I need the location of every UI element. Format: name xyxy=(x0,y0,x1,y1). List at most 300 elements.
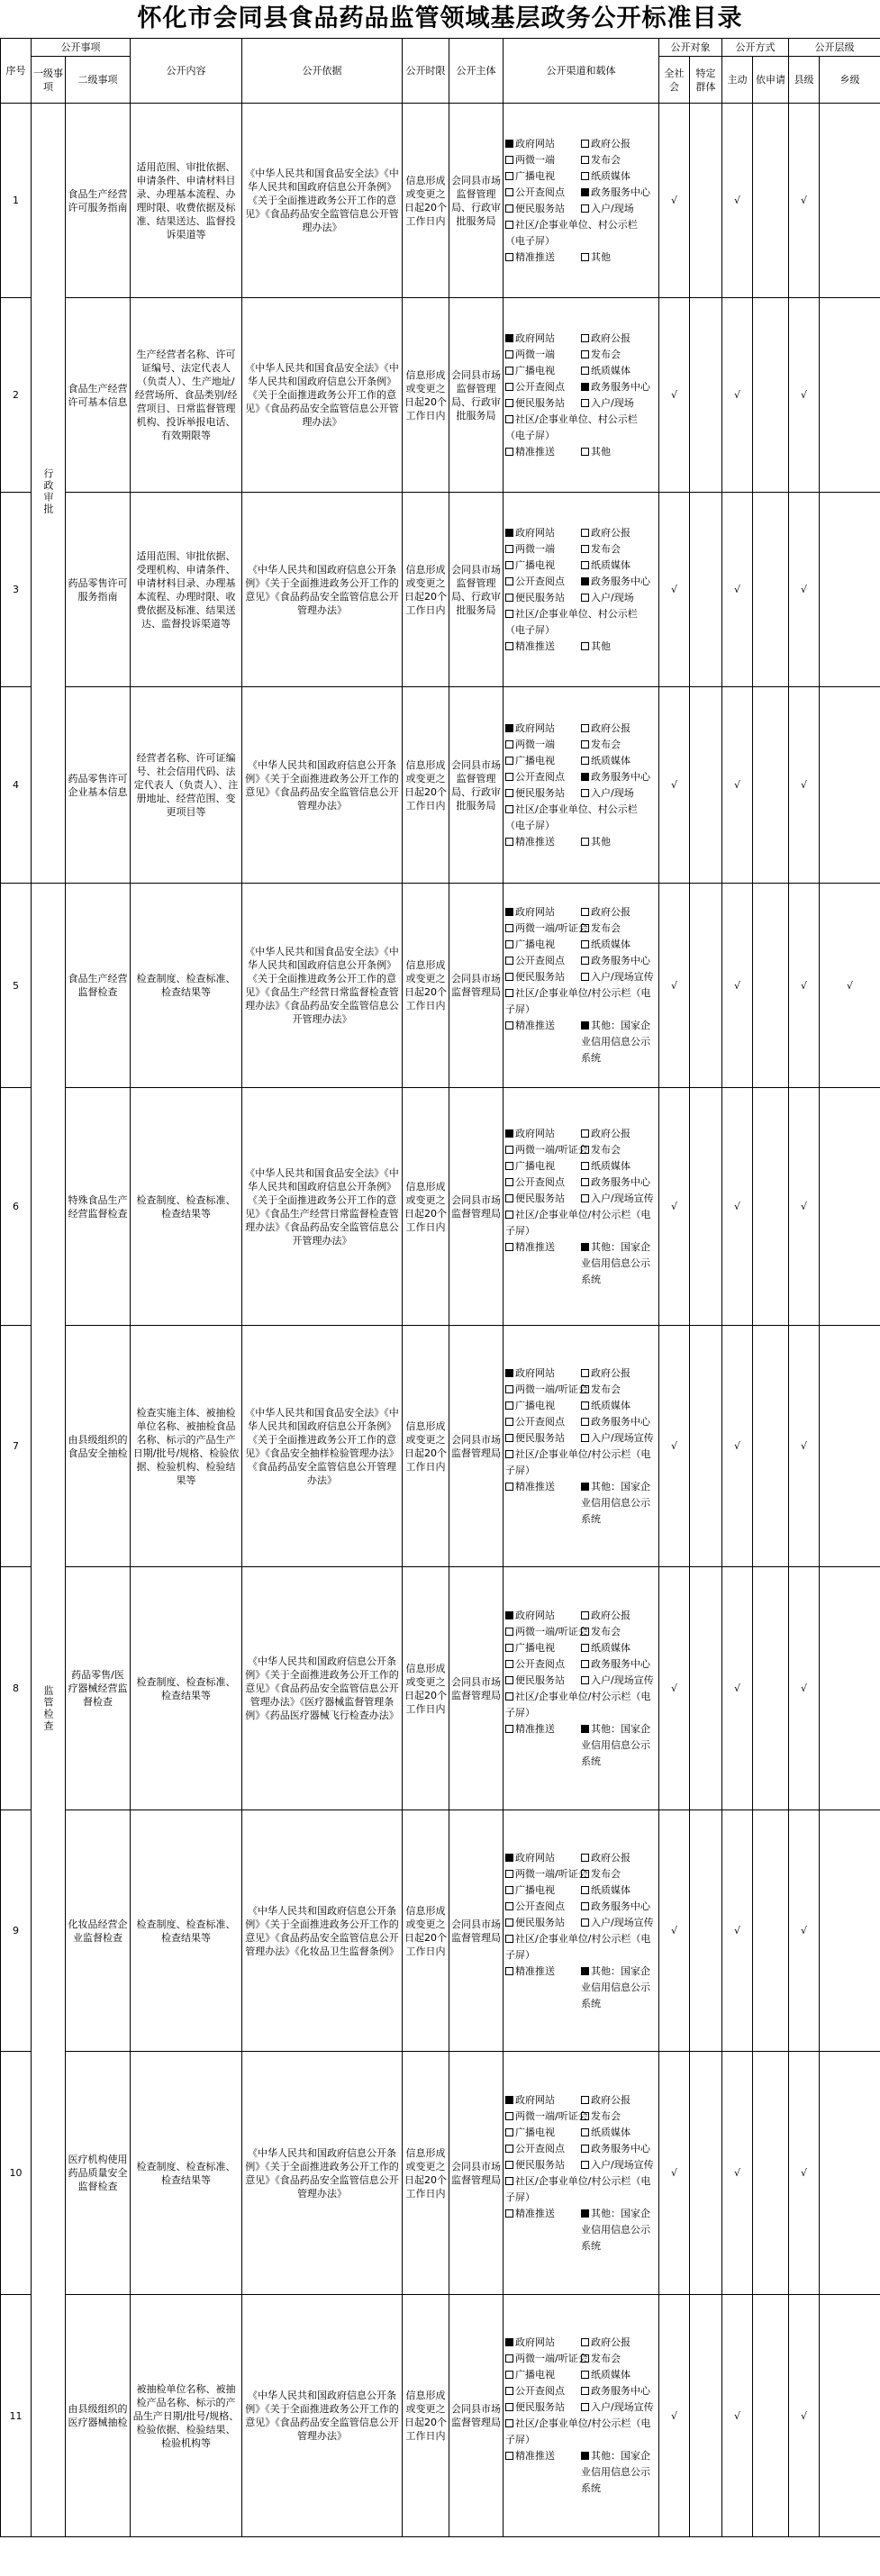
channel-label: 广播电视 xyxy=(515,558,555,571)
row-subject: 会同县市场监督管理局、行政审批服务局 xyxy=(449,687,504,884)
empty-box-icon xyxy=(581,2387,589,2395)
channel-item xyxy=(505,1239,581,1288)
channel-item xyxy=(505,785,581,802)
channel-label: 便民服务站 xyxy=(515,1916,565,1928)
empty-box-icon xyxy=(505,610,513,618)
header-content: 公开内容 xyxy=(131,39,242,104)
mark-request xyxy=(753,2052,789,2295)
channel-label: 精准推送 xyxy=(515,445,555,458)
checked-box-icon xyxy=(581,1021,589,1029)
channel-label: 入户/现场 xyxy=(591,591,634,603)
row-channels xyxy=(504,1326,659,1567)
empty-box-icon xyxy=(505,2177,513,2185)
row-level2: 由县级组织的食品安全抽检 xyxy=(66,1326,131,1567)
catalog-table xyxy=(0,38,880,2537)
channel-item xyxy=(505,2335,581,2351)
empty-box-icon xyxy=(581,1676,589,1684)
header-mode-group: 公开方式 xyxy=(722,39,789,57)
channel-item xyxy=(505,1899,581,1915)
empty-box-icon xyxy=(581,2145,589,2153)
empty-box-icon xyxy=(505,1450,513,1458)
row-subject: 会同县市场监督管理局 xyxy=(449,884,504,1088)
header-channel: 公开渠道和载体 xyxy=(504,39,659,104)
channel-label: 其他：国家企业信用信息公示系统 xyxy=(581,2207,650,2252)
level1-cell xyxy=(32,104,66,884)
mark-town xyxy=(820,1810,880,2052)
channel-item xyxy=(505,1850,581,1866)
channel-label: 政府网站 xyxy=(515,906,555,918)
empty-box-icon xyxy=(581,448,589,456)
channel-label: 社区/企事业单位/村公示栏（电子屏） xyxy=(505,1447,651,1476)
channel-label: 纸质媒体 xyxy=(591,1641,631,1654)
row-time: 信息形成或变更之日起20个工作日内 xyxy=(403,884,449,1088)
channel-item xyxy=(581,1624,657,1640)
row-level2: 药品零售许可企业基本信息 xyxy=(66,687,131,884)
mark-active: √ xyxy=(722,2052,753,2295)
channel-item xyxy=(505,168,581,185)
channel-label: 其他 xyxy=(591,835,611,848)
channel-item xyxy=(505,985,657,1018)
channel-label: 两微一端/听证会 xyxy=(515,922,588,934)
channel-item xyxy=(505,606,657,639)
header-time: 公开时限 xyxy=(403,39,449,104)
row-level2: 由县级组织的医疗器械抽检 xyxy=(66,2295,131,2537)
empty-box-icon xyxy=(581,1918,589,1927)
channel-item xyxy=(581,331,657,347)
mark-town: √ xyxy=(820,884,880,1088)
row-content: 生产经营者名称、许可证编号、法定代表人（负责人）、生产地址/经营场所、食品类别/经营项目、日常监督管理机构、投诉举报电话、有效期限等 xyxy=(131,298,242,493)
empty-box-icon xyxy=(505,1676,513,1684)
channel-item xyxy=(505,1915,581,1931)
row-level2: 食品生产经营监督检查 xyxy=(66,884,131,1088)
channel-label: 发布会 xyxy=(591,348,621,360)
mark-county: √ xyxy=(789,298,820,493)
channel-item xyxy=(581,2109,657,2125)
mark-county: √ xyxy=(789,1810,820,2052)
channel-item xyxy=(581,590,657,606)
channel-item xyxy=(505,2367,581,2383)
channel-label: 其他：国家企业信用信息公示系统 xyxy=(581,2450,650,2494)
channel-item xyxy=(505,1479,581,1528)
row-seq: 8 xyxy=(1,1567,32,1810)
empty-box-icon xyxy=(505,924,513,932)
empty-box-icon xyxy=(581,253,589,261)
mark-all: √ xyxy=(659,493,690,687)
row-basis: 《中华人民共和国食品安全法》《中华人民共和国政府信息公开条例》《关于全面推进政务公开工作的意见》《食品安全抽样检验管理办法》《食品药品安全监管信息公开管理办法》 xyxy=(242,1326,403,1567)
row-content: 经营者名称、许可证编号、社会信用代码、法定代表人（负责人）、注册地址、经营范围、变更项目等 xyxy=(131,687,242,884)
empty-box-icon xyxy=(505,1194,513,1202)
empty-box-icon xyxy=(581,2338,589,2346)
channel-item xyxy=(505,834,581,850)
channel-item xyxy=(505,379,581,395)
empty-box-icon xyxy=(505,1211,513,1219)
channel-label: 政府网站 xyxy=(515,1127,555,1139)
channel-label: 广播电视 xyxy=(515,2369,555,2381)
checked-box-icon xyxy=(505,2096,513,2104)
row-channels xyxy=(504,1088,659,1326)
channel-item xyxy=(581,1673,657,1689)
channel-item xyxy=(581,2157,657,2173)
empty-box-icon xyxy=(505,2371,513,2379)
table-row xyxy=(1,2052,880,2295)
empty-box-icon xyxy=(581,1401,589,1410)
empty-box-icon xyxy=(581,1162,589,1170)
table-body xyxy=(1,104,880,2537)
channel-item xyxy=(505,1398,581,1414)
channel-item xyxy=(505,1175,581,1191)
channel-label: 公开查阅点 xyxy=(515,2142,565,2154)
channel-label: 入户/现场 xyxy=(591,396,634,409)
empty-box-icon xyxy=(581,399,589,407)
channel-label: 便民服务站 xyxy=(515,1431,565,1444)
channel-item xyxy=(505,639,581,655)
mark-town xyxy=(820,2052,880,2295)
channel-item xyxy=(581,1882,657,1899)
mark-county: √ xyxy=(789,2295,820,2537)
row-time: 信息形成或变更之日起20个工作日内 xyxy=(403,298,449,493)
mark-specific xyxy=(690,1088,722,1326)
row-level2: 药品零售/医疗器械经营监督检查 xyxy=(66,1567,131,1810)
table-row xyxy=(1,1088,880,1326)
channel-item xyxy=(581,1640,657,1656)
empty-box-icon xyxy=(581,1129,589,1138)
channel-item xyxy=(505,2173,657,2206)
row-content: 被抽检单位名称、被抽检产品名称、标示的产品生产日期/批号/规格、检验依据、检验结果、检验机构等 xyxy=(131,2295,242,2537)
channel-label: 其他：国家企业信用信息公示系统 xyxy=(581,1020,650,1064)
channel-item xyxy=(581,1866,657,1882)
empty-box-icon xyxy=(581,642,589,650)
channel-label: 广播电视 xyxy=(515,939,555,950)
channel-item xyxy=(505,1673,581,1689)
empty-box-icon xyxy=(505,1902,513,1910)
empty-box-icon xyxy=(581,957,589,965)
checked-box-icon xyxy=(505,529,513,537)
empty-box-icon xyxy=(505,2161,513,2169)
channel-item xyxy=(505,331,581,347)
empty-box-icon xyxy=(505,2209,513,2218)
channel-item xyxy=(581,1398,657,1414)
row-channels xyxy=(504,884,659,1088)
channel-item xyxy=(505,201,581,217)
channel-item xyxy=(505,1365,581,1382)
checked-box-icon xyxy=(581,1483,589,1491)
checked-box-icon xyxy=(505,334,513,342)
checked-box-icon xyxy=(581,577,589,585)
channel-label: 入户/现场 xyxy=(591,786,634,799)
channel-item xyxy=(505,2125,581,2141)
empty-box-icon xyxy=(505,973,513,981)
channel-label: 发布会 xyxy=(591,1383,621,1395)
channel-item xyxy=(581,1142,657,1158)
checked-box-icon xyxy=(581,773,589,781)
table-row xyxy=(1,298,880,493)
channel-item xyxy=(581,1126,657,1142)
empty-box-icon xyxy=(505,1628,513,1636)
channel-item xyxy=(505,1126,581,1142)
channel-item xyxy=(581,1365,657,1382)
channel-label: 发布会 xyxy=(591,1625,621,1637)
channel-item xyxy=(581,2125,657,2141)
channel-item xyxy=(505,2157,581,2173)
channel-item xyxy=(505,1414,581,1430)
row-time: 信息形成或变更之日起20个工作日内 xyxy=(403,1088,449,1326)
header-matter-group: 公开事项 xyxy=(32,39,131,57)
channel-label: 便民服务站 xyxy=(515,396,565,409)
channel-label: 精准推送 xyxy=(515,639,555,652)
channel-item xyxy=(505,2141,581,2157)
channel-label: 政府网站 xyxy=(515,1609,555,1621)
row-content: 检查制度、检查标准、检查结果等 xyxy=(131,1088,242,1326)
row-channels xyxy=(504,687,659,884)
channel-label: 发布会 xyxy=(591,738,621,750)
channel-item xyxy=(581,1899,657,1915)
empty-box-icon xyxy=(505,1385,513,1393)
channel-item xyxy=(505,2448,581,2497)
channel-label: 便民服务站 xyxy=(515,971,565,983)
channel-item xyxy=(505,2399,581,2416)
channel-label: 两微一端/听证会 xyxy=(515,1143,588,1156)
channel-label: 社区/企事业单位/村公示栏（电子屏） xyxy=(505,1208,651,1237)
checked-box-icon xyxy=(505,1854,513,1862)
empty-box-icon xyxy=(505,545,513,553)
mark-all: √ xyxy=(659,687,690,884)
channel-item xyxy=(581,1479,657,1528)
empty-box-icon xyxy=(505,1146,513,1154)
channel-label: 入户/现场宣传 xyxy=(591,2401,654,2413)
empty-box-icon xyxy=(581,724,589,732)
channel-label: 精准推送 xyxy=(515,250,555,263)
channel-label: 入户/现场宣传 xyxy=(591,2158,654,2171)
channel-label: 两微一端 xyxy=(515,542,555,555)
channel-label: 纸质媒体 xyxy=(591,1883,631,1896)
channel-label: 社区/企事业单位、村公示栏（电子屏） xyxy=(505,218,638,247)
mark-town xyxy=(820,687,880,884)
row-time: 信息形成或变更之日起20个工作日内 xyxy=(403,104,449,298)
row-seq: 9 xyxy=(1,1810,32,2052)
channel-item xyxy=(581,953,657,969)
row-level2: 化妆品经营企业监督检查 xyxy=(66,1810,131,2052)
channel-label: 社区/企事业单位、村公示栏（电子屏） xyxy=(505,413,638,441)
empty-box-icon xyxy=(505,383,513,391)
empty-box-icon xyxy=(505,1434,513,1442)
mark-all: √ xyxy=(659,2052,690,2295)
channel-label: 发布会 xyxy=(591,2353,621,2364)
channel-item xyxy=(581,168,657,185)
header-mode-request: 依申请 xyxy=(753,57,789,104)
channel-label: 发布会 xyxy=(591,1143,621,1156)
empty-box-icon xyxy=(505,2354,513,2363)
empty-box-icon xyxy=(505,989,513,997)
row-channels xyxy=(504,2295,659,2537)
row-channels xyxy=(504,493,659,687)
channel-label: 政府公报 xyxy=(591,331,631,344)
channel-item xyxy=(505,217,657,249)
mark-county: √ xyxy=(789,1326,820,1567)
mark-active: √ xyxy=(722,1326,753,1567)
channel-item xyxy=(505,904,581,921)
empty-box-icon xyxy=(505,1935,513,1943)
channel-item xyxy=(581,1018,657,1066)
channel-item xyxy=(581,1191,657,1207)
empty-box-icon xyxy=(581,1902,589,1910)
mark-active: √ xyxy=(722,884,753,1088)
channel-item xyxy=(581,921,657,937)
channel-item xyxy=(581,904,657,921)
channel-item xyxy=(505,1158,581,1175)
checked-box-icon xyxy=(505,1369,513,1377)
row-seq: 3 xyxy=(1,493,32,687)
empty-box-icon xyxy=(581,2371,589,2379)
empty-box-icon xyxy=(505,757,513,765)
channel-item xyxy=(581,769,657,785)
mark-all: √ xyxy=(659,1567,690,1810)
empty-box-icon xyxy=(581,1611,589,1619)
channel-label: 公开查阅点 xyxy=(515,380,565,393)
channel-label: 社区/企事业单位/村公示栏（电子屏） xyxy=(505,1932,651,1961)
channel-label: 公开查阅点 xyxy=(515,2385,565,2397)
channel-item xyxy=(505,1191,581,1207)
empty-box-icon xyxy=(505,1021,513,1029)
empty-box-icon xyxy=(505,957,513,965)
empty-box-icon xyxy=(505,1483,513,1491)
channel-label: 公开查阅点 xyxy=(515,575,565,587)
channel-item xyxy=(505,590,581,606)
channel-label: 社区/企事业单位、村公示栏（电子屏） xyxy=(505,607,638,636)
checked-box-icon xyxy=(581,383,589,391)
empty-box-icon xyxy=(581,940,589,948)
channel-label: 政府公报 xyxy=(591,137,631,150)
channel-item xyxy=(581,2206,657,2254)
empty-box-icon xyxy=(581,1644,589,1652)
empty-box-icon xyxy=(505,2128,513,2136)
channel-item xyxy=(505,412,657,444)
checked-box-icon xyxy=(581,1967,589,1975)
channel-item xyxy=(505,1640,581,1656)
channel-item xyxy=(581,1721,657,1770)
channel-label: 纸质媒体 xyxy=(591,939,631,950)
channel-item xyxy=(505,1931,657,1964)
row-basis: 《中华人民共和国食品安全法》《中华人民共和国政府信息公开条例》《关于全面推进政务公开工作的意见》《食品生产经营日常监督检查管理办法》《食品药品安全监管信息公开管理办法》 xyxy=(242,884,403,1088)
mark-request xyxy=(753,884,789,1088)
channel-label: 纸质媒体 xyxy=(591,2126,631,2138)
empty-box-icon xyxy=(581,1628,589,1636)
channel-label: 发布会 xyxy=(591,1867,621,1880)
mark-county: √ xyxy=(789,2052,820,2295)
empty-box-icon xyxy=(581,838,589,846)
row-content: 检查制度、检查标准、检查结果等 xyxy=(131,884,242,1088)
mark-town xyxy=(820,1326,880,1567)
mark-specific xyxy=(690,493,722,687)
channel-label: 公开查阅点 xyxy=(515,1657,565,1670)
empty-box-icon xyxy=(581,367,589,375)
row-seq: 2 xyxy=(1,298,32,493)
channel-label: 精准推送 xyxy=(515,835,555,848)
channel-item xyxy=(581,2399,657,2416)
channel-label: 社区/企事业单位/村公示栏（电子屏） xyxy=(505,1690,651,1719)
channel-label: 政务服务中心 xyxy=(591,1900,650,1912)
channel-list xyxy=(505,136,657,266)
mark-active: √ xyxy=(722,493,753,687)
channel-item xyxy=(581,753,657,769)
channel-item xyxy=(581,1382,657,1398)
mark-request xyxy=(753,1567,789,1810)
empty-box-icon xyxy=(581,172,589,180)
channel-label: 便民服务站 xyxy=(515,786,565,799)
empty-box-icon xyxy=(505,1243,513,1251)
row-seq: 10 xyxy=(1,2052,32,2295)
empty-box-icon xyxy=(505,740,513,748)
channel-item xyxy=(505,2109,588,2125)
empty-box-icon xyxy=(505,577,513,585)
channel-item xyxy=(505,937,581,953)
empty-box-icon xyxy=(505,448,513,456)
channel-label: 政府网站 xyxy=(515,331,555,344)
empty-box-icon xyxy=(505,1644,513,1652)
empty-box-icon xyxy=(581,545,589,553)
channel-label: 广播电视 xyxy=(515,1399,555,1411)
row-basis: 《中华人民共和国政府信息公开条例》《关于全面推进政务公开工作的意见》《食品药品安全监管信息公开管理办法》 xyxy=(242,2295,403,2537)
channel-item xyxy=(581,737,657,753)
channel-item xyxy=(505,525,581,541)
empty-box-icon xyxy=(505,1418,513,1426)
row-level2: 医疗机构使用药品质量安全监督检查 xyxy=(66,2052,131,2295)
mark-all: √ xyxy=(659,884,690,1088)
channel-label: 入户/现场宣传 xyxy=(591,1431,654,1444)
mark-request xyxy=(753,1326,789,1567)
row-basis: 《中华人民共和国食品安全法》《中华人民共和国政府信息公开条例》《关于全面推进政务公开工作的意见》《食品生产经营日常监督检查管理办法》《食品药品安全监管信息公开管理办法》 xyxy=(242,1088,403,1326)
channel-label: 广播电视 xyxy=(515,169,555,182)
row-level2: 食品生产经营许可服务指南 xyxy=(66,104,131,298)
empty-box-icon xyxy=(581,1854,589,1862)
channel-item xyxy=(581,444,657,460)
channel-label: 政府公报 xyxy=(591,2093,631,2106)
empty-box-icon xyxy=(581,1146,589,1154)
channel-label: 政务服务中心 xyxy=(591,1415,650,1428)
header-seq: 序号 xyxy=(1,39,32,104)
channel-item xyxy=(505,1721,581,1770)
channel-item xyxy=(581,2092,657,2109)
channel-label: 两微一端 xyxy=(515,738,555,750)
channel-item xyxy=(581,1608,657,1624)
channel-label: 广播电视 xyxy=(515,364,555,376)
channel-label: 公开查阅点 xyxy=(515,1415,565,1428)
empty-box-icon xyxy=(505,1967,513,1975)
channel-label: 政务服务中心 xyxy=(591,1175,650,1188)
empty-box-icon xyxy=(505,2452,513,2460)
empty-box-icon xyxy=(505,2403,513,2411)
empty-box-icon xyxy=(505,253,513,261)
mark-all: √ xyxy=(659,2295,690,2537)
mark-request xyxy=(753,298,789,493)
channel-item xyxy=(581,1430,657,1447)
channel-item xyxy=(581,834,657,850)
channel-label: 政府公报 xyxy=(591,526,631,539)
table-row xyxy=(1,493,880,687)
empty-box-icon xyxy=(581,2096,589,2104)
channel-item xyxy=(505,185,581,201)
empty-box-icon xyxy=(581,2128,589,2136)
empty-box-icon xyxy=(581,204,589,213)
channel-label: 便民服务站 xyxy=(515,2401,565,2413)
mark-town xyxy=(820,1088,880,1326)
row-seq: 1 xyxy=(1,104,32,298)
channel-label: 政府网站 xyxy=(515,721,555,734)
channel-label: 便民服务站 xyxy=(515,591,565,603)
channel-item xyxy=(505,2092,581,2109)
mark-request xyxy=(753,1088,789,1326)
channel-item xyxy=(505,444,581,460)
channel-item xyxy=(581,1656,657,1673)
